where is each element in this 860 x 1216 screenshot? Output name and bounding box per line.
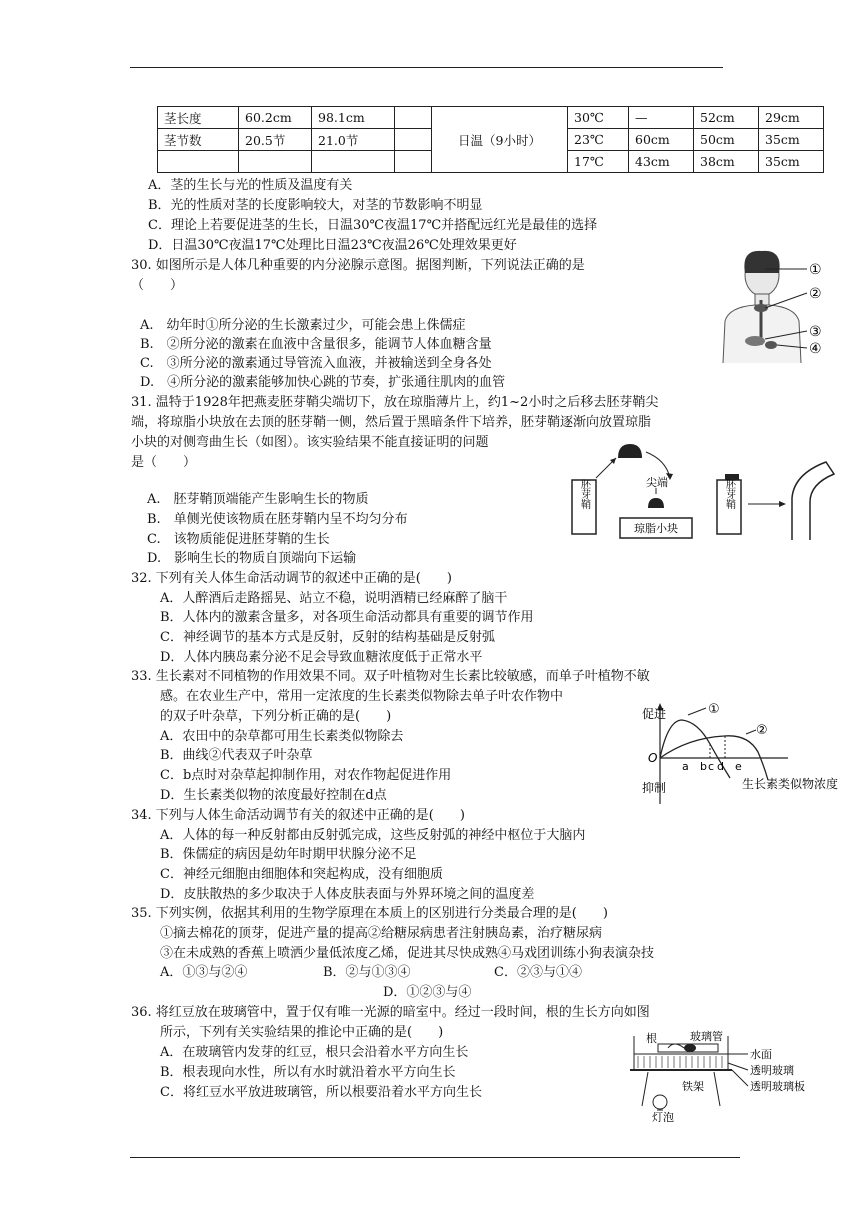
q35-option-b: B．②与①③④	[323, 965, 411, 980]
q30-option-b: B. ②所分泌的激素在血液中含量很多，能调节人体血糖含量	[140, 337, 492, 352]
curve-1-label: ①	[708, 702, 720, 717]
tip-label: 尖端	[646, 476, 668, 489]
q35-line-2: ③在未成熟的香蕉上喷洒少量低浓度乙烯，促进其尽快成熟④马戏团训练小狗表演杂技	[160, 946, 655, 961]
endocrine-gland-figure	[715, 245, 833, 363]
gland-label-2: ②	[809, 286, 822, 302]
q30-option-c: C. ③所分泌的激素通过导管流入血液，并被输送到全身各处	[140, 356, 492, 371]
table-cell	[239, 151, 312, 173]
q36-option-b: B．根表现向水性，所以有水时就沿着水平方向生长	[160, 1065, 456, 1080]
table-cell	[395, 151, 432, 173]
q29-option-b: B．光的性质对茎的长度影响较大，对茎的节数影响不明显	[148, 198, 483, 213]
q31-option-b: B. 单侧光使该物质在胚芽鞘内呈不均匀分布	[147, 512, 408, 527]
q33-option-c: C．b点时对杂草起抑制作用，对农作物起促进作用	[160, 768, 452, 783]
table-cell	[312, 151, 395, 173]
point-a: a	[682, 760, 689, 773]
q33-option-d: D．生长素类似物的浓度最好控制在d点	[160, 788, 387, 803]
q31-stem: 31. 温特于1928年把燕麦胚芽鞘尖端切下，放在琼脂薄片上，约1~2小时之后移去胚芽鞘尖	[131, 395, 659, 410]
q33-option-b: B．曲线②代表双子叶杂草	[160, 748, 313, 763]
q36-stem: 36. 将红豆放在玻璃管中，置于仅有唯一光源的暗室中。经过一段时间，根的生长方向如图	[131, 1005, 650, 1020]
bent-coleoptile	[792, 462, 834, 540]
q31-option-c: C. 该物质能促进胚芽鞘的生长	[147, 532, 330, 547]
table-cell: 60cm	[629, 129, 694, 151]
q31-stem-4: 是（ ）	[131, 455, 197, 470]
q35-option-c: C．②③与①④	[494, 965, 582, 980]
q30-option-d: D. ④所分泌的激素能够加快心跳的节奏，扩张通往肌肉的血管	[140, 375, 506, 390]
bulb-label: 灯泡	[652, 1111, 674, 1122]
table-row	[158, 107, 824, 129]
point-c: c	[708, 760, 715, 773]
table-cell: 17℃	[568, 151, 629, 173]
table-cell	[158, 151, 239, 173]
table-cell: 日温（9小时）	[432, 107, 568, 173]
table-cell: 21.0节	[312, 129, 395, 151]
q30-option-a: A. 幼年时①所分泌的生长激素过少，可能会患上侏儒症	[140, 318, 466, 333]
q29-option-c: C．理论上若要促进茎的生长，日温30℃夜温17℃并搭配远红光是最佳的选择	[148, 218, 598, 233]
x-axis-label: 生长素类似物浓度	[742, 777, 839, 791]
coleoptile-left-label: 胚芽鞘	[578, 479, 590, 509]
table-cell: —	[629, 107, 694, 129]
table-cell: 20.5节	[239, 129, 312, 151]
q31-stem-3: 小块的对侧弯曲生长（如图）。该实验结果不能直接证明的问题	[131, 435, 489, 450]
coleoptile-right-label: 胚芽鞘	[723, 479, 735, 509]
q32-option-d: D．人体内胰岛素分泌不足会导致血糖浓度低于正常水平	[160, 650, 483, 665]
q31-option-d: D. 影响生长的物质自顶端向下运输	[147, 551, 357, 566]
q33-stem-2: 感。在农业生产中，常用一定浓度的生长素类似物除去单子叶农作物中	[160, 689, 564, 704]
table-cell: 30℃	[568, 107, 629, 129]
table-cell: 茎节数	[158, 129, 239, 151]
gland-label-4: ④	[809, 341, 822, 357]
header-rule	[130, 67, 723, 68]
table-cell: 60.2cm	[239, 107, 312, 129]
table-cell: 43cm	[629, 151, 694, 173]
q31-stem-2: 端，将琼脂小块放在去顶的胚芽鞘一侧，然后置于黑暗条件下培养，胚芽鞘逐渐向放置琼脂	[131, 415, 652, 430]
glass-tube-figure	[628, 1030, 854, 1122]
q30-stem: 30. 如图所示是人体几种重要的内分泌腺示意图。据图判断，下列说法正确的是	[131, 258, 585, 273]
table-cell: 50cm	[694, 129, 759, 151]
water-tank	[634, 1054, 728, 1070]
q34-option-a: A．人体的每一种反射都由反射弧完成，这些反射弧的神经中枢位于大脑内	[160, 828, 586, 843]
q36-option-c: C．将红豆水平放进玻璃管，所以根要沿着水平方向生长	[160, 1085, 482, 1100]
q32-option-a: A．人醉酒后走路摇晃、站立不稳，说明酒精已经麻醉了脑干	[160, 591, 508, 606]
glass-label: 透明玻璃	[750, 1064, 794, 1077]
table-cell: 29cm	[759, 107, 824, 129]
q35-option-d: D．①②③与④	[383, 985, 472, 1000]
q32-stem: 32. 下列有关人体生命活动调节的叙述中正确的是( )	[131, 571, 452, 586]
auxin-curve-graph	[638, 700, 856, 810]
promote-label: 促进	[642, 707, 667, 721]
point-b: b	[700, 760, 707, 773]
table-cell: 52cm	[694, 107, 759, 129]
q34-option-b: B．侏儒症的病因是幼年时期甲状腺分泌不足	[160, 847, 417, 862]
table-cell: 98.1cm	[312, 107, 395, 129]
q35-stem: 35. 下列实例，依据其利用的生物学原理在本质上的区别进行分类最合理的是( )	[131, 906, 608, 921]
agar-label: 琼脂小块	[634, 522, 678, 535]
table-cell: 茎长度	[158, 107, 239, 129]
q29-option-d: D．日温30℃夜温17℃处理比日温23℃夜温26℃处理效果更好	[148, 238, 517, 253]
went-experiment-figure	[558, 440, 854, 542]
q33-option-a: A．农田中的杂草都可用生长素类似物除去	[160, 729, 404, 744]
q33-stem: 33. 生长素对不同植物的作用效果不同。双子叶植物对生长素比较敏感，而单子叶植物不敏	[131, 669, 650, 684]
tube-label: 玻璃管	[690, 1030, 723, 1043]
water-label: 水面	[750, 1048, 772, 1061]
q32-option-c: C．神经调节的基本方式是反射，反射的结构基础是反射弧	[160, 630, 495, 645]
table-cell: 35cm	[759, 129, 824, 151]
curve-2-label: ②	[756, 723, 768, 738]
q30-stem-bracket: （ ）	[131, 278, 184, 293]
q34-option-c: C．神经元细胞由细胞体和突起构成，没有细胞质	[160, 867, 443, 882]
q32-option-b: B．人体内的激素含量多，对各项生命活动都具有重要的调节作用	[160, 610, 534, 625]
gland-label-3: ③	[809, 324, 822, 340]
q35-option-a: A．①③与②④	[160, 965, 248, 980]
cut-tip	[618, 444, 642, 458]
data-table	[157, 106, 824, 173]
origin-label: O	[648, 751, 658, 765]
table-cell	[395, 129, 432, 151]
table-cell: 38cm	[694, 151, 759, 173]
table-cell: 35cm	[759, 151, 824, 173]
root-label: 根	[646, 1032, 657, 1045]
inhibit-label: 抑制	[642, 781, 667, 795]
table-cell: 23℃	[568, 129, 629, 151]
table-cell	[395, 107, 432, 129]
q36-option-a: A．在玻璃管内发芽的红豆，根只会沿着水平方向生长	[160, 1045, 469, 1060]
plate-label: 透明玻璃板	[750, 1080, 805, 1093]
q36-stem-2: 所示，下列有关实验结果的推论中正确的是( )	[160, 1025, 444, 1040]
point-d: d	[717, 760, 724, 773]
q35-line-1: ①摘去棉花的顶芽，促进产量的提高②给糖尿病患者注射胰岛素，治疗糖尿病	[160, 926, 603, 941]
q33-stem-3: 的双子叶杂草，下列分析正确的是( )	[160, 709, 392, 724]
q29-option-a: A．茎的生长与光的性质及温度有关	[148, 178, 353, 193]
gland-label-1: ①	[809, 262, 822, 278]
bulb-icon	[653, 1095, 667, 1109]
stand-label: 铁架	[682, 1080, 704, 1093]
footer-rule	[130, 1157, 740, 1158]
q34-option-d: D．皮肤散热的多少取决于人体皮肤表面与外界环境之间的温度差	[160, 887, 535, 902]
q34-stem: 34. 下列与人体生命活动调节有关的叙述中正确的是( )	[131, 808, 465, 823]
red-bean	[684, 1044, 696, 1052]
point-e: e	[735, 760, 742, 773]
q31-option-a: A. 胚芽鞘顶端能产生影响生长的物质	[147, 492, 369, 507]
